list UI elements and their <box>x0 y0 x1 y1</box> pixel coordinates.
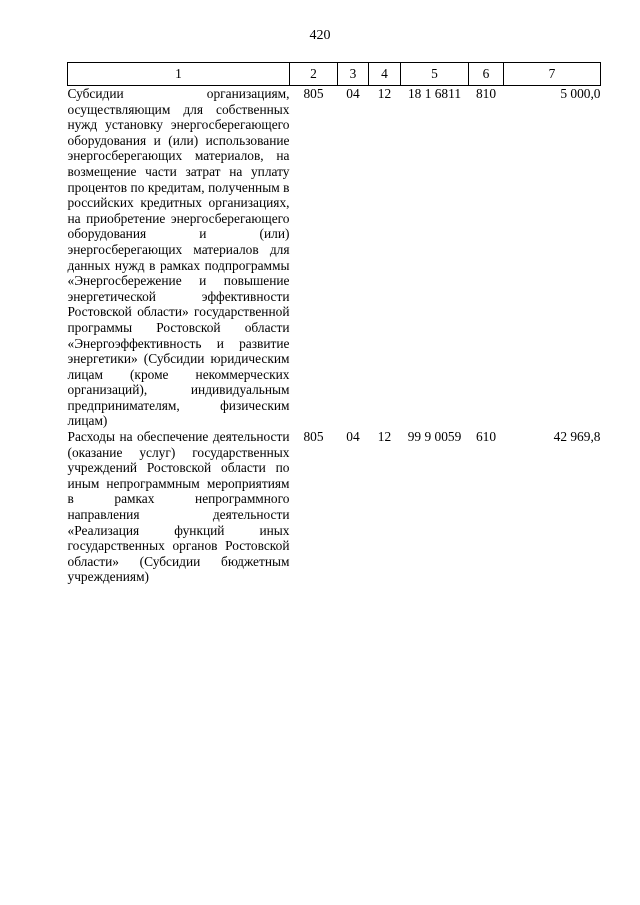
table-row <box>68 86 601 430</box>
column-header-7: 7 <box>504 63 601 86</box>
row-description: Расходы на обеспечение деятельности (оказание услуг) государственных учреждений Ростовской области по иным непрограммным мероприятиям в рамках непрограммного направления деятельности «Реализация функций иных государственных органов Ростовской области» (Субсидии бюджетным учреждениям) <box>67 429 290 585</box>
table-row <box>68 429 601 585</box>
row-code-expense-type: 810 <box>475 86 497 101</box>
row-code-section: 04 <box>346 86 360 101</box>
row-code-subsection: 12 <box>377 86 392 101</box>
row-amount: 42 969,8 <box>553 429 601 445</box>
column-header-3: 3 <box>338 63 369 86</box>
row-code-target: 18 1 6811 <box>407 86 462 101</box>
header-row <box>68 63 601 86</box>
column-header-5: 5 <box>401 63 469 86</box>
row-code-ministry: 805 <box>303 429 324 445</box>
row-description: Субсидии организациям, осуществляющим для собственных нужд установку энергосберегающего оборудования и (или) использование энергосберегающих материалов, на возмещение части затрат на уплату процентов по кредитам, полученным в российских кредитных организациях, на приобретение энергосберегающего оборудования и (или) энергосберегающих материалов для данных нужд в рамках подпрограммы «Энергосбережение и повышение энергетической эффективности Ростовской области» государственной программы Ростовской области «Энергоэффективность и развитие энергетики» (Субсидии юридическим лицам (кроме некоммерческих организаций), индивидуальным предпринимателям, физическим лицам) <box>67 86 290 429</box>
column-header-1: 1 <box>68 63 290 86</box>
budget-table <box>67 62 601 585</box>
column-header-2: 2 <box>290 63 338 86</box>
page-number: 420 <box>309 28 331 43</box>
row-code-target: 99 9 0059 <box>407 429 462 445</box>
column-header-4: 4 <box>369 63 401 86</box>
row-code-subsection: 12 <box>377 429 392 445</box>
row-code-expense-type: 610 <box>475 429 497 445</box>
row-amount: 5 000,0 <box>560 86 601 101</box>
row-code-ministry: 805 <box>303 86 324 101</box>
row-code-section: 04 <box>346 429 360 445</box>
column-header-6: 6 <box>469 63 504 86</box>
